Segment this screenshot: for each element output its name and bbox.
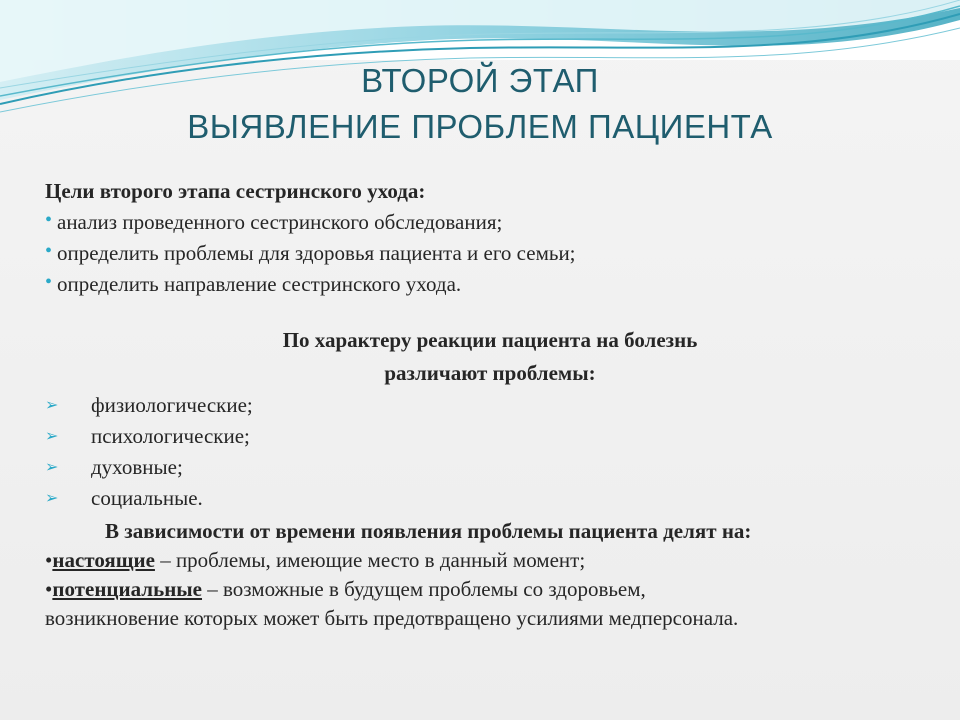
list-item: • определить направление сестринского ухода.: [45, 269, 935, 300]
reaction-list: [45, 390, 935, 514]
bullet-icon: •: [45, 271, 53, 293]
bullet-icon: •: [45, 240, 53, 262]
slide-title-line1: ВТОРОЙ ЭТАП: [361, 62, 599, 99]
arrow-bullet-icon: ➢: [45, 397, 59, 414]
list-item: ➢ духовные;: [45, 452, 935, 483]
arrow-bullet-icon: ➢: [45, 459, 59, 476]
term-potential: потенциальные: [52, 577, 203, 601]
goals-heading: Цели второго этапа сестринского ухода:: [45, 179, 426, 203]
list-item: •настоящие – проблемы, имеющие место в данный момент;: [45, 548, 586, 572]
timing-list: [45, 546, 935, 633]
reaction-heading: По характеру реакции пациента на болезнь различают проблемы:: [282, 328, 698, 385]
bullet-icon: •: [45, 209, 53, 231]
list-item: ➢ социальные.: [45, 483, 935, 514]
slide-title-line2: ВЫЯВЛЕНИЕ ПРОБЛЕМ ПАЦИЕНТА: [187, 108, 773, 145]
list-item: ➢ физиологические;: [45, 390, 935, 421]
list-item: • определить проблемы для здоровья пациента и его семьи;: [45, 238, 935, 269]
list-item: ➢ психологические;: [45, 421, 935, 452]
goals-list: [45, 207, 935, 300]
list-item: • анализ проведенного сестринского обследования;: [45, 207, 935, 238]
arrow-bullet-icon: ➢: [45, 428, 59, 445]
list-item: •потенциальные – возможные в будущем проблемы со здоровьем,: [45, 577, 646, 601]
arrow-bullet-icon: ➢: [45, 490, 59, 507]
term-current: настоящие: [52, 548, 155, 572]
list-item-continuation: возникновение которых может быть предотвращено усилиями медперсонала.: [45, 606, 739, 630]
timing-heading: В зависимости от времени появления проблемы пациента делят на:: [105, 519, 752, 543]
bullet-icon: •: [45, 548, 53, 572]
bullet-icon: •: [45, 577, 53, 601]
slide-content: [45, 176, 935, 633]
